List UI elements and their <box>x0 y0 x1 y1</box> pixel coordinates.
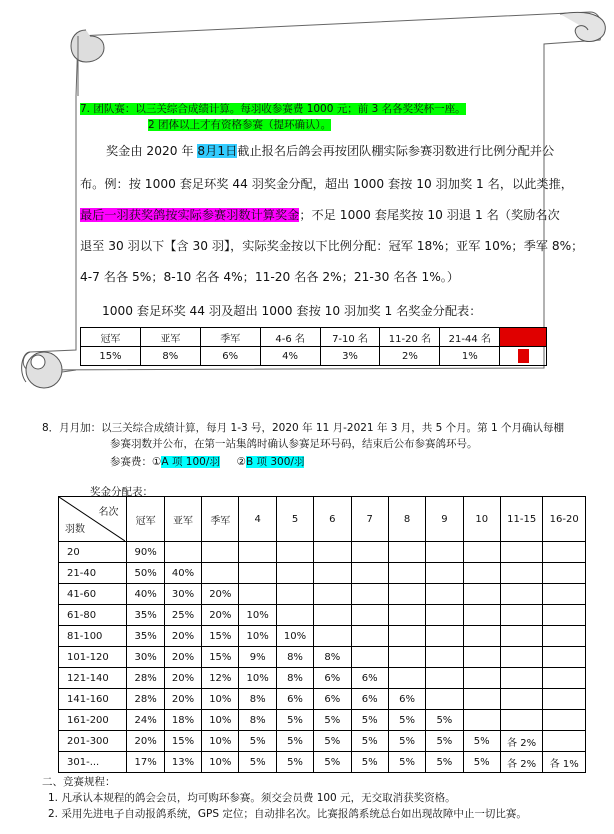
sec7-para-line-a <box>106 142 554 159</box>
table-cell <box>388 626 425 647</box>
table-cell: 8% <box>239 710 276 731</box>
sec7-para-line-d: 退至 30 羽以下【含 30 羽】，实际奖金按以下比例分配：冠军 18%；亚军 10%；季军 8%； <box>80 239 584 253</box>
table-cell: 30% <box>164 584 201 605</box>
table-cell: 20% <box>164 668 201 689</box>
table-cell: 21-44 名 <box>440 328 500 347</box>
table-row <box>59 668 586 689</box>
table-cell <box>500 710 543 731</box>
sec7-title: 7. 团队赛：以三关综合成绩计算。每羽收参赛费 1000 元；前 3 名各奖奖杯一座。 <box>80 103 466 115</box>
table-header-cell: 亚军 <box>164 497 201 542</box>
table-cell: 各 2% <box>500 752 543 773</box>
table-cell: 6% <box>314 668 351 689</box>
table-cell: 5% <box>388 752 425 773</box>
table-cell <box>388 542 425 563</box>
table-cell: 5% <box>463 752 500 773</box>
table-cell <box>351 542 388 563</box>
sec8-fee <box>110 454 304 469</box>
table-cell: 20% <box>164 647 201 668</box>
table-cell: 90% <box>127 542 164 563</box>
table-cell: 15% <box>202 647 239 668</box>
table-cell <box>543 647 586 668</box>
table-cell: 8% <box>239 689 276 710</box>
table-cell: 20% <box>127 731 164 752</box>
table-row <box>81 347 547 366</box>
fee-a: A 项 100/羽 <box>161 456 220 468</box>
table-cell: 8% <box>276 668 313 689</box>
table-cell <box>426 626 463 647</box>
sec8-line1: 8．月月加：以三关综合成绩计算，每月 1-3 号，2020 年 11 月-2021 年 3 月，共 5 个月。第 1 个月确认每棚 <box>42 422 565 434</box>
table-cell <box>500 689 543 710</box>
table-cell: 18% <box>164 710 201 731</box>
table-cell: 冠军 <box>81 328 141 347</box>
table-row <box>59 584 586 605</box>
table-cell <box>239 542 276 563</box>
table-cell: 15% <box>202 626 239 647</box>
table-cell <box>388 605 425 626</box>
table-cell <box>314 563 351 584</box>
table-cell <box>276 605 313 626</box>
table-header-row <box>59 497 586 542</box>
table-cell: 2% <box>380 347 440 366</box>
table-row <box>59 731 586 752</box>
table-cell: 20% <box>164 689 201 710</box>
table-cell: 5% <box>388 731 425 752</box>
table-cell: 5% <box>314 752 351 773</box>
table-cell <box>543 542 586 563</box>
row-label-cell: 81-100 <box>59 626 127 647</box>
corner-label-count: 羽数 <box>65 524 85 535</box>
table-cell <box>500 584 543 605</box>
dist-table-title: 奖金分配表： <box>90 486 153 498</box>
table-header-cell: 8 <box>388 497 425 542</box>
deadline-date: 8月1日 <box>197 144 238 158</box>
table-cell: 17% <box>127 752 164 773</box>
sec7-para-line-c <box>80 206 560 223</box>
table-cell <box>500 668 543 689</box>
table-cell: 8% <box>140 347 200 366</box>
table-cell <box>314 542 351 563</box>
table-cell <box>500 563 543 584</box>
table-cell <box>500 626 543 647</box>
table-cell: 6% <box>200 347 260 366</box>
table-cell: 8% <box>276 647 313 668</box>
table-header-cell: 6 <box>314 497 351 542</box>
table-header-cell: 7 <box>351 497 388 542</box>
table-cell: 4% <box>260 347 320 366</box>
corner-label-rank: 名次 <box>98 507 119 518</box>
table-cell: 10% <box>276 626 313 647</box>
table-cell: 15% <box>81 347 141 366</box>
rules-item-1: 1. 凡承认本规程的鸽会会员，均可购环参赛。须交会员费 100 元，无交取消获奖资格。 <box>48 792 456 804</box>
table-cell <box>543 731 586 752</box>
table-cell: 亚军 <box>140 328 200 347</box>
table-cell: 25% <box>164 605 201 626</box>
table-header-cell: 9 <box>426 497 463 542</box>
fee-b: B 项 300/羽 <box>245 456 305 468</box>
table-corner-cell <box>59 497 127 542</box>
table-cell: 5% <box>239 731 276 752</box>
redacted-mark <box>518 349 529 363</box>
table-cell <box>388 563 425 584</box>
table-cell <box>543 626 586 647</box>
table-cell: 35% <box>127 605 164 626</box>
table-cell <box>426 584 463 605</box>
table-cell <box>314 584 351 605</box>
table-cell: 20% <box>202 584 239 605</box>
table-cell: 5% <box>351 731 388 752</box>
table-header-cell: 季军 <box>202 497 239 542</box>
table-cell <box>426 668 463 689</box>
table-cell: 20% <box>202 605 239 626</box>
table-cell: 6% <box>314 689 351 710</box>
table-cell <box>164 542 201 563</box>
table-header-cell: 11-15 <box>500 497 543 542</box>
table-row <box>59 647 586 668</box>
table-cell: 24% <box>127 710 164 731</box>
table-cell: 40% <box>127 584 164 605</box>
table-cell <box>239 584 276 605</box>
table-cell <box>543 668 586 689</box>
row-label-cell: 41-60 <box>59 584 127 605</box>
sec7-para-line-e: 4-7 名各 5%；8-10 名各 4%；11-20 名各 2%；21-30 名各 1%。） <box>80 270 460 284</box>
table-cell: 12% <box>202 668 239 689</box>
table-cell: 5% <box>426 731 463 752</box>
table-cell: 5% <box>426 710 463 731</box>
table-cell: 5% <box>463 731 500 752</box>
table-cell: 7-10 名 <box>320 328 380 347</box>
table-cell: 4-6 名 <box>260 328 320 347</box>
table-cell: 6% <box>276 689 313 710</box>
table-cell-redacted <box>500 328 547 347</box>
highlight-last-prize: 最后一羽获奖鸽按实际参赛羽数计算奖金 <box>80 208 300 222</box>
table-row <box>59 626 586 647</box>
table-cell: 15% <box>164 731 201 752</box>
table-cell: 9% <box>239 647 276 668</box>
table-header-cell: 5 <box>276 497 313 542</box>
table-row <box>59 605 586 626</box>
table-cell: 50% <box>127 563 164 584</box>
table-header-cell: 10 <box>463 497 500 542</box>
table-cell <box>276 584 313 605</box>
table-cell <box>463 584 500 605</box>
sec7-prize-table <box>80 327 547 366</box>
table-cell <box>202 542 239 563</box>
sec7-line2 <box>148 117 331 132</box>
row-label-cell: 121-140 <box>59 668 127 689</box>
table-cell <box>388 584 425 605</box>
table-cell <box>500 605 543 626</box>
row-label-cell: 20 <box>59 542 127 563</box>
sec7-eligibility: 2 团体以上才有资格参赛（提环确认）。 <box>148 119 332 131</box>
table-row <box>59 689 586 710</box>
table-header-cell: 16-20 <box>543 497 586 542</box>
table-cell: 季军 <box>200 328 260 347</box>
table-cell <box>276 563 313 584</box>
table-cell: 3% <box>320 347 380 366</box>
sec7-para-line-b: 布。例：按 1000 套足环奖 44 羽奖金分配，超出 1000 套按 10 羽加奖 1 名，以此类推， <box>80 177 573 191</box>
table-cell <box>388 668 425 689</box>
table-cell: 5% <box>314 731 351 752</box>
table-cell: 6% <box>351 689 388 710</box>
row-label-cell: 301-... <box>59 752 127 773</box>
table-cell: 5% <box>276 710 313 731</box>
table-cell <box>426 689 463 710</box>
para-a-pre: 奖金由 2020 年 <box>106 144 198 158</box>
table-cell: 35% <box>127 626 164 647</box>
table-cell <box>276 542 313 563</box>
table-cell <box>463 689 500 710</box>
table-cell <box>543 689 586 710</box>
table-cell <box>463 563 500 584</box>
table-cell <box>351 626 388 647</box>
table-cell: 5% <box>388 710 425 731</box>
row-label-cell: 21-40 <box>59 563 127 584</box>
table-cell: 6% <box>351 668 388 689</box>
table-row <box>59 542 586 563</box>
table-cell <box>543 563 586 584</box>
table-header-row <box>81 328 547 347</box>
table-cell: 11-20 名 <box>380 328 440 347</box>
table-cell <box>543 710 586 731</box>
table-cell <box>388 647 425 668</box>
sec8-line2: 参赛羽数并公布，在第一站集鸽时确认参赛足环号码，结束后公布参赛鸽环号。 <box>110 438 478 450</box>
row-label-cell: 201-300 <box>59 731 127 752</box>
rules-title: 二、竞赛规程： <box>42 776 116 788</box>
table-cell: 1% <box>440 347 500 366</box>
fee-label: 参赛费：① <box>110 456 162 468</box>
table-cell <box>239 563 276 584</box>
table-cell: 各 1% <box>543 752 586 773</box>
table-cell <box>543 584 586 605</box>
para-c-post: ；不足 1000 套尾奖按 10 羽退 1 名（奖励名次 <box>299 208 560 222</box>
row-label-cell: 101-120 <box>59 647 127 668</box>
table-cell: 5% <box>351 752 388 773</box>
table-cell <box>543 605 586 626</box>
table-cell: 6% <box>388 689 425 710</box>
para-a-post: 截止报名后鸽会再按团队棚实际参赛羽数进行比例分配并公 <box>237 144 555 158</box>
table-cell: 10% <box>202 752 239 773</box>
table-cell <box>463 647 500 668</box>
monthly-prize-table <box>58 496 586 773</box>
table-cell: 8% <box>314 647 351 668</box>
table-cell <box>463 668 500 689</box>
table-cell <box>426 605 463 626</box>
table-cell <box>351 647 388 668</box>
table-cell: 5% <box>276 731 313 752</box>
table-cell <box>426 647 463 668</box>
table-cell: 13% <box>164 752 201 773</box>
sec7-table-title: 1000 套足环奖 44 羽及超出 1000 套按 10 羽加奖 1 名奖金分配表： <box>102 304 482 318</box>
table-cell: 10% <box>239 605 276 626</box>
table-cell <box>463 710 500 731</box>
sec7-line1 <box>80 101 466 116</box>
table-cell-redacted-wrap <box>500 347 547 366</box>
table-cell <box>314 626 351 647</box>
table-cell: 20% <box>164 626 201 647</box>
table-cell <box>463 542 500 563</box>
table-cell <box>351 605 388 626</box>
table-cell: 10% <box>202 689 239 710</box>
table-cell: 10% <box>239 668 276 689</box>
monthly-table-body <box>59 542 586 773</box>
table-cell: 10% <box>239 626 276 647</box>
table-cell: 5% <box>314 710 351 731</box>
table-cell: 28% <box>127 689 164 710</box>
table-cell <box>202 563 239 584</box>
table-cell: 各 2% <box>500 731 543 752</box>
table-cell <box>463 605 500 626</box>
table-cell <box>426 563 463 584</box>
table-cell <box>351 563 388 584</box>
table-cell: 10% <box>202 710 239 731</box>
table-cell <box>463 626 500 647</box>
table-cell <box>426 542 463 563</box>
table-cell: 40% <box>164 563 201 584</box>
table-header-cell: 4 <box>239 497 276 542</box>
table-cell: 5% <box>351 710 388 731</box>
table-cell: 28% <box>127 668 164 689</box>
table-cell <box>500 647 543 668</box>
table-cell: 10% <box>202 731 239 752</box>
table-row <box>59 752 586 773</box>
table-cell <box>351 584 388 605</box>
table-header-cell: 冠军 <box>127 497 164 542</box>
table-row <box>59 563 586 584</box>
table-cell: 5% <box>426 752 463 773</box>
row-label-cell: 61-80 <box>59 605 127 626</box>
rules-item-2: 2. 采用先进电子自动报鸽系统，GPS 定位；自动排名次。比赛报鸽系统总台如出现故障中止一切比赛。 <box>48 808 527 820</box>
table-cell: 5% <box>276 752 313 773</box>
fee-b-prefix: ② <box>236 456 246 468</box>
table-cell <box>500 542 543 563</box>
row-label-cell: 141-160 <box>59 689 127 710</box>
table-cell: 5% <box>239 752 276 773</box>
row-label-cell: 161-200 <box>59 710 127 731</box>
table-cell <box>314 605 351 626</box>
table-cell: 30% <box>127 647 164 668</box>
table-row <box>59 710 586 731</box>
